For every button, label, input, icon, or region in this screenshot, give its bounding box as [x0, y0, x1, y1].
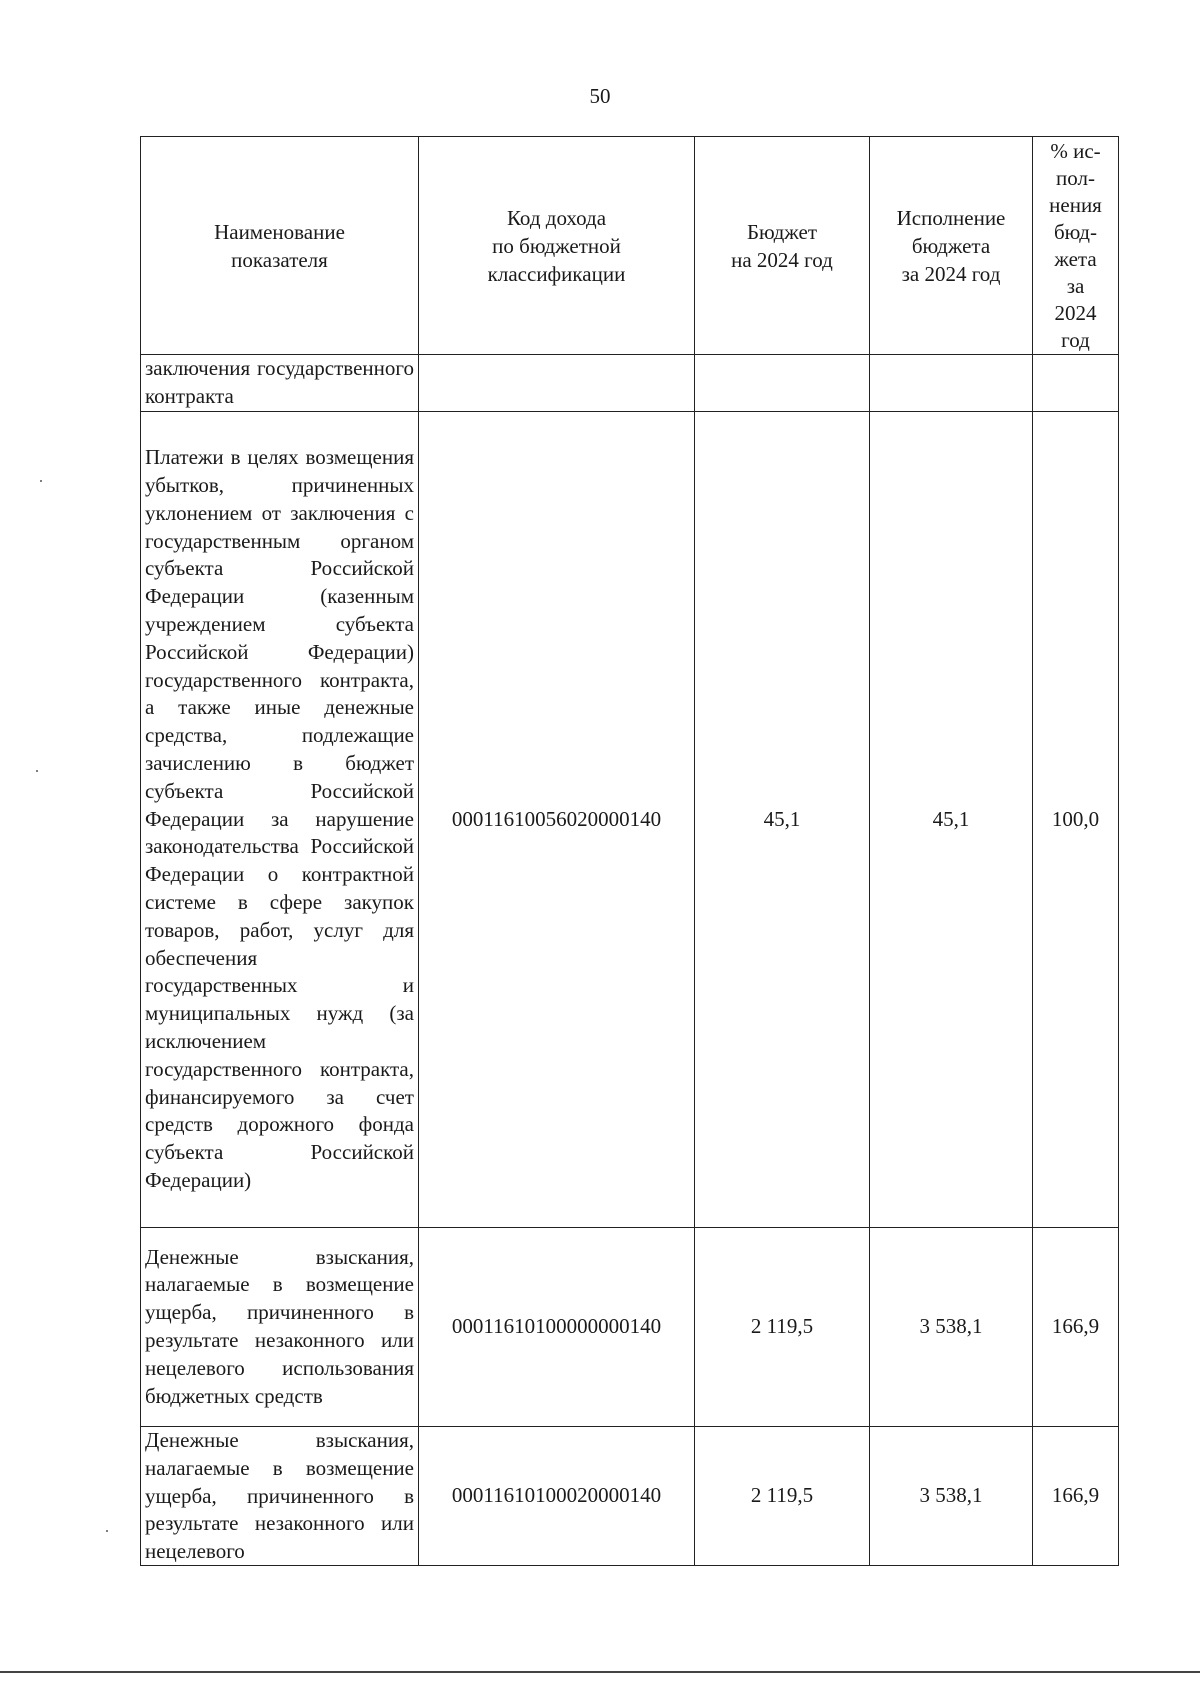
- budget-cell: [695, 355, 870, 412]
- execution-cell: [870, 355, 1033, 412]
- execution-cell: 45,1: [870, 412, 1033, 1228]
- indicator-name-cell: [141, 1427, 419, 1566]
- percent-cell: 166,9: [1033, 1228, 1119, 1427]
- indicator-name-text: Денежные взыскания, налагаемые в возмещение ущерба, причиненного в результате незаконного или нецелевого: [145, 1428, 414, 1564]
- percent-cell: 166,9: [1033, 1427, 1119, 1566]
- page-bottom-rule: [0, 1671, 1200, 1673]
- budget-cell: 2 119,5: [695, 1427, 870, 1566]
- header-indicator-name: Наименование показателя: [141, 137, 419, 355]
- header-execution-percent: % ис- пол- нения бюд- жета за 2024 год: [1033, 137, 1119, 355]
- budget-cell: 45,1: [695, 412, 870, 1228]
- execution-cell: 3 538,1: [870, 1228, 1033, 1427]
- income-code-cell: 00011610056020000140: [419, 412, 695, 1228]
- header-budget-2024: Бюджет на 2024 год: [695, 137, 870, 355]
- indicator-name-cell: Платежи в целях возмещения убытков, причиненных уклонением от заключения с государственным органом субъекта Российской Федерации (казенным учреждением субъекта Российской Федерации) государственного контракта, а также иные денежные средства, подлежащие зачислению в бюджет субъекта Российской Федерации за нарушение законодательства Российской Федерации о контрактной системе в сфере закупок товаров, работ, услуг для обеспечения государственных и муниципальных нужд (за исключением государственного контракта, финансируемого за счет средств дорожного фонда субъекта Российской Федерации): [141, 412, 419, 1228]
- income-code-cell: 00011610100000000140: [419, 1228, 695, 1427]
- indicator-name-cell: заключения государственного контракта: [141, 355, 419, 412]
- table-row: [141, 355, 1119, 412]
- scan-speck: [40, 480, 42, 482]
- execution-cell: 3 538,1: [870, 1427, 1033, 1566]
- scan-speck: [36, 770, 38, 772]
- table-header: [141, 137, 1119, 355]
- table-row: [141, 412, 1119, 1228]
- income-code-cell: [419, 355, 695, 412]
- table-row: [141, 1427, 1119, 1566]
- header-income-code: Код дохода по бюджетной классификации: [419, 137, 695, 355]
- table-row: [141, 1228, 1119, 1427]
- budget-execution-table: [140, 136, 1119, 1566]
- income-code-cell: 00011610100020000140: [419, 1427, 695, 1566]
- percent-cell: [1033, 355, 1119, 412]
- scan-speck: [106, 1530, 108, 1532]
- page-number: 50: [589, 84, 611, 108]
- budget-cell: 2 119,5: [695, 1228, 870, 1427]
- percent-cell: 100,0: [1033, 412, 1119, 1228]
- header-execution-2024: Исполнение бюджета за 2024 год: [870, 137, 1033, 355]
- indicator-name-cell: Денежные взыскания, налагаемые в возмещение ущерба, причиненного в результате незаконного или нецелевого использования бюджетных средств: [141, 1228, 419, 1427]
